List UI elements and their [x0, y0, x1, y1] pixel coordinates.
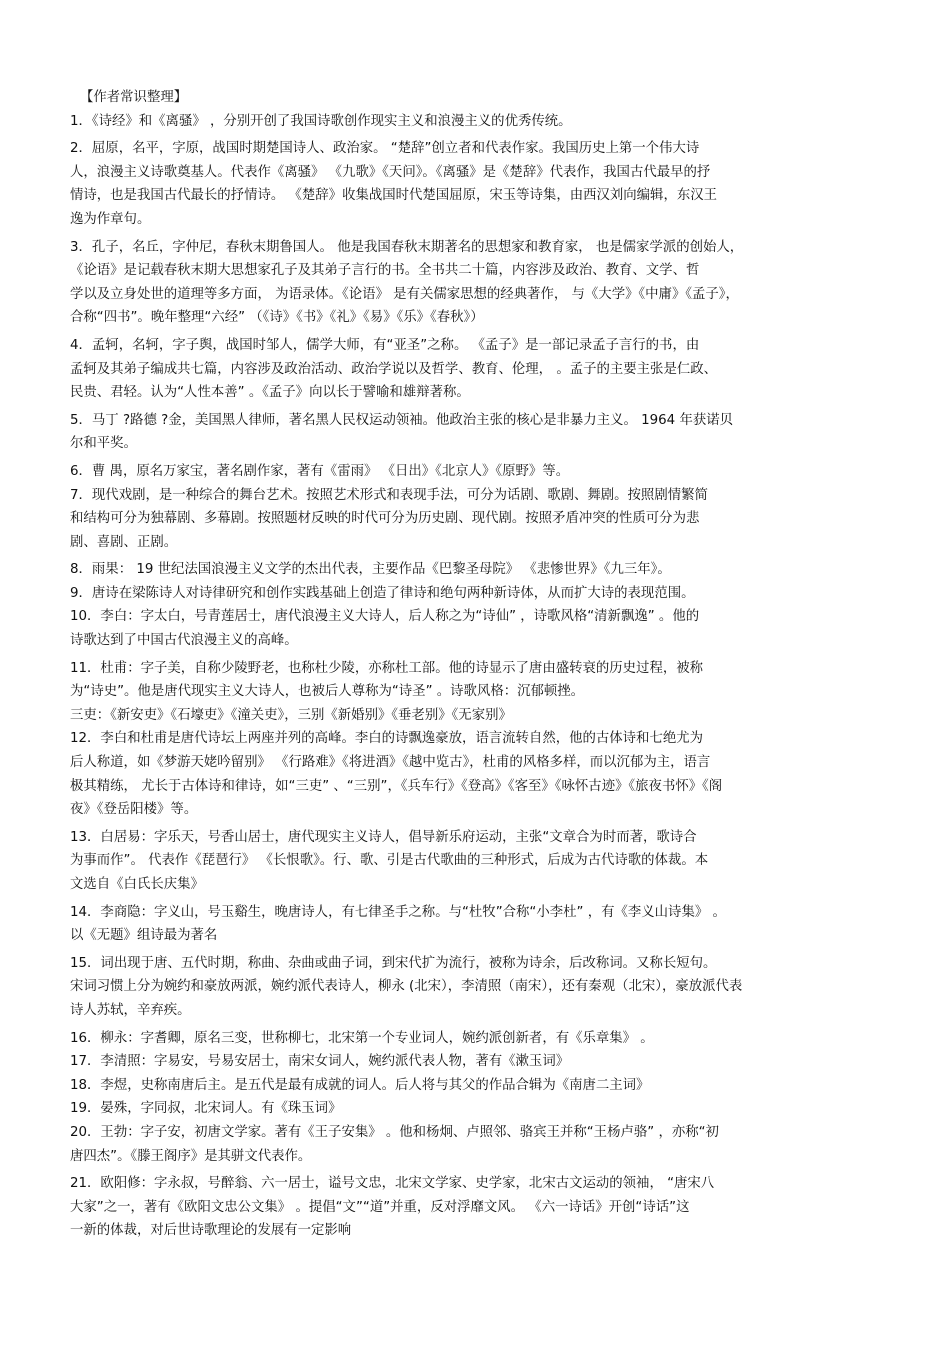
text-line: 情诗，也是我国古代最长的抒情诗。 《楚辞》收集战国时代楚国屈原，宋玉等诗集，由西汉刘向编辑，东汉王	[70, 188, 718, 204]
paragraph	[70, 1172, 878, 1243]
text-line: 为“诗史”。他是唐代现实主义大诗人，也被后人尊称为“诗圣” 。诗歌风格：沉郁顿挫。	[70, 684, 585, 700]
paragraph-list	[70, 110, 878, 1243]
text-line: 尔和平奖。	[70, 436, 137, 452]
paragraph	[70, 110, 878, 134]
text-line: 9．唐诗在梁陈诗人对诗律研究和创作实践基础上创造了律诗和绝句两种新诗体，从而扩大诗的表现范围。	[70, 585, 695, 601]
document-title: 【作者常识整理】	[80, 90, 188, 105]
paragraph	[70, 657, 878, 822]
text-line: 文选自《白氏长庆集》	[70, 877, 204, 892]
paragraph	[70, 952, 878, 1023]
text-line: 诗人苏轼，辛弃疾。	[70, 1002, 191, 1018]
text-line: 剧、喜剧、正剧。	[70, 534, 178, 550]
text-line: 5．马丁 ?路德 ?金，美国黑人律师，著名黑人民权运动领袖。他政治主张的核心是非暴力主义。 1964 年获诺贝	[70, 412, 734, 428]
text-line: 7．现代戏剧，是一种综合的舞台艺术。按照艺术形式和表现手法，可分为话剧、歌剧、舞剧。按照剧情繁简	[70, 487, 708, 503]
text-line: 20．王勃：字子安，初唐文学家。著有《王子安集》 。他和杨炯、卢照邻、骆宾王并称“王杨卢骆” ，亦称“初	[70, 1124, 719, 1140]
text-line: 19．晏殊，字同叔，北宋词人。有《珠玉词》	[70, 1101, 342, 1117]
paragraph	[70, 460, 878, 554]
paragraph	[70, 826, 878, 897]
text-line: 14．李商隐：字义山，号玉谿生，晚唐诗人，有七律圣手之称。与“杜牧”合称“小李杜” ，有《李义山诗集》 。	[70, 904, 726, 920]
paragraph	[70, 236, 878, 330]
text-line: 4．孟轲，名轲，字子舆，战国时邹人，儒学大师，有“亚圣”之称。 《孟子》是一部记录孟子言行的书，由	[70, 337, 700, 353]
text-line: 11．杜甫：字子美，自称少陵野老，也称杜少陵，亦称杜工部。他的诗显示了唐由盛转衰的历史过程，被称	[70, 660, 704, 676]
paragraph	[70, 1027, 878, 1169]
text-line: 夜》《登岳阳楼》等。	[70, 802, 198, 818]
text-line: 18．李煜，史称南唐后主。是五代是最有成就的词人。后人将与其父的作品合辑为《南唐二主词》	[70, 1077, 650, 1093]
text-line: 宋词习惯上分为婉约和豪放两派，婉约派代表诗人，柳永 (北宋），李清照（南宋），还有秦观（北宋），豪放派代表	[70, 979, 743, 995]
text-line: 民贵、君轻。认为“人性本善” 。《孟子》向以长于譬喻和雄辩著称。	[70, 385, 470, 401]
text-line: 15．词出现于唐、五代时期，称曲、杂曲或曲子词，到宋代扩为流行，被称为诗余，后改称词。又称长短句。	[70, 955, 717, 971]
text-line: 2．屈原，名平，字原，战国时期楚国诗人、政治家。 “楚辞”创立者和代表作家。我国历史上第一个伟大诗	[70, 141, 700, 157]
text-line: 学以及立身处世的道理等多方面， 为语录体。《论语》 是有关儒家思想的经典著作， 与《大学》《中庸》《孟子》，	[70, 286, 739, 302]
text-line: 以《无题》组诗最为著名	[70, 928, 218, 944]
text-line: 21．欧阳修：字永叔，号醉翁、六一居士，谥号文忠，北宋文学家、史学家，北宋古文运动的领袖， “唐宋八	[70, 1176, 715, 1192]
document-body	[70, 86, 878, 1247]
text-line: 人，浪漫主义诗歌奠基人。代表作《离骚》 《九歌》《天问》。《离骚》是《楚辞》代表作，我国古代最早的抒	[70, 164, 711, 180]
paragraph	[70, 137, 878, 231]
text-line: 大家”之一，著有《欧阳文忠公文集》 。提倡“文”“道”并重，反对浮靡文风。 《六一诗话》开创“诗话”这	[70, 1199, 690, 1215]
text-line: 《论语》是记载春秋末期大思想家孔子及其弟子言行的书。全书共二十篇，内容涉及政治、教育、文学、哲	[70, 263, 700, 279]
text-line: 1．《诗经》和《离骚》 ，分别开创了我国诗歌创作现实主义和浪漫主义的优秀传统。	[70, 113, 572, 129]
text-line: 诗歌达到了中国古代浪漫主义的高峰。	[70, 633, 298, 649]
text-line: 唐四杰”。《滕王阁序》是其骈文代表作。	[70, 1148, 312, 1164]
text-line: 合称“四书”。晚年整理“六经” （《诗》《书》《礼》《易》《乐》《春秋》）	[70, 310, 484, 326]
paragraph	[70, 409, 878, 456]
text-line: 孟轲及其弟子编成共七篇，内容涉及政治活动、政治学说以及哲学、教育、伦理， 。孟子的主要主张是仁政、	[70, 361, 718, 377]
text-line: 和结构可分为独幕剧、多幕剧。按照题材反映的时代可分为历史剧、现代剧。按照矛盾冲突的性质可分为悲	[70, 511, 700, 527]
paragraph	[70, 558, 878, 652]
text-line: 8．雨果： 19 世纪法国浪漫主义文学的杰出代表，主要作品《巴黎圣母院》 《悲惨世界》《九三年》。	[70, 562, 671, 578]
text-line: 三吏：《新安吏》《石壕吏》《潼关吏》，三别《新婚别》《垂老别》《无家别》	[70, 707, 512, 723]
text-line: 6．曹 禺，原名万家宝，著名剧作家，著有《雷雨》 《日出》《北京人》《原野》等。	[70, 463, 570, 479]
text-line: 为事而作”。 代表作《琵琶行》 《长恨歌》。行、歌、引是古代歌曲的三种形式，后成为古代诗歌的体裁。本	[70, 853, 709, 869]
paragraph	[70, 901, 878, 948]
text-line: 一新的体裁，对后世诗歌理论的发展有一定影响	[70, 1223, 352, 1239]
text-line: 13．白居易：字乐天，号香山居士，唐代现实主义诗人，倡导新乐府运动，主张“文章合为时而著，歌诗合	[70, 829, 697, 845]
text-line: 极其精练， 尤长于古体诗和律诗，如“三吏” 、“三别”，《兵车行》《登高》《客至》《咏怀古迹》《旅夜书怀》《阁	[70, 778, 723, 794]
text-line: 12．李白和杜甫是唐代诗坛上两座并列的高峰。李白的诗飘逸豪放，语言流转自然，他的古体诗和七绝尤为	[70, 731, 704, 747]
text-line: 3．孔子，名丘，字仲尼，春秋末期鲁国人。 他是我国春秋末期著名的思想家和教育家， 也是儒家学派的创始人，	[70, 239, 744, 255]
text-line: 逸为作章句。	[70, 211, 151, 227]
paragraph	[70, 334, 878, 405]
text-line: 后人称道，如《梦游天姥吟留别》 《行路难》《将进酒》《越中览古》，杜甫的风格多样，而以沉郁为主，语言	[70, 755, 711, 771]
text-line: 16．柳永：字耆卿，原名三变，世称柳七，北宋第一个专业词人，婉约派创新者，有《乐章集》 。	[70, 1030, 654, 1046]
text-line: 17．李清照：字易安，号易安居士，南宋女词人，婉约派代表人物，著有《漱玉词》	[70, 1054, 570, 1070]
text-line: 10．李白：字太白，号青莲居士，唐代浪漫主义大诗人，后人称之为“诗仙” ，诗歌风格“清新飘逸” 。他的	[70, 609, 700, 625]
